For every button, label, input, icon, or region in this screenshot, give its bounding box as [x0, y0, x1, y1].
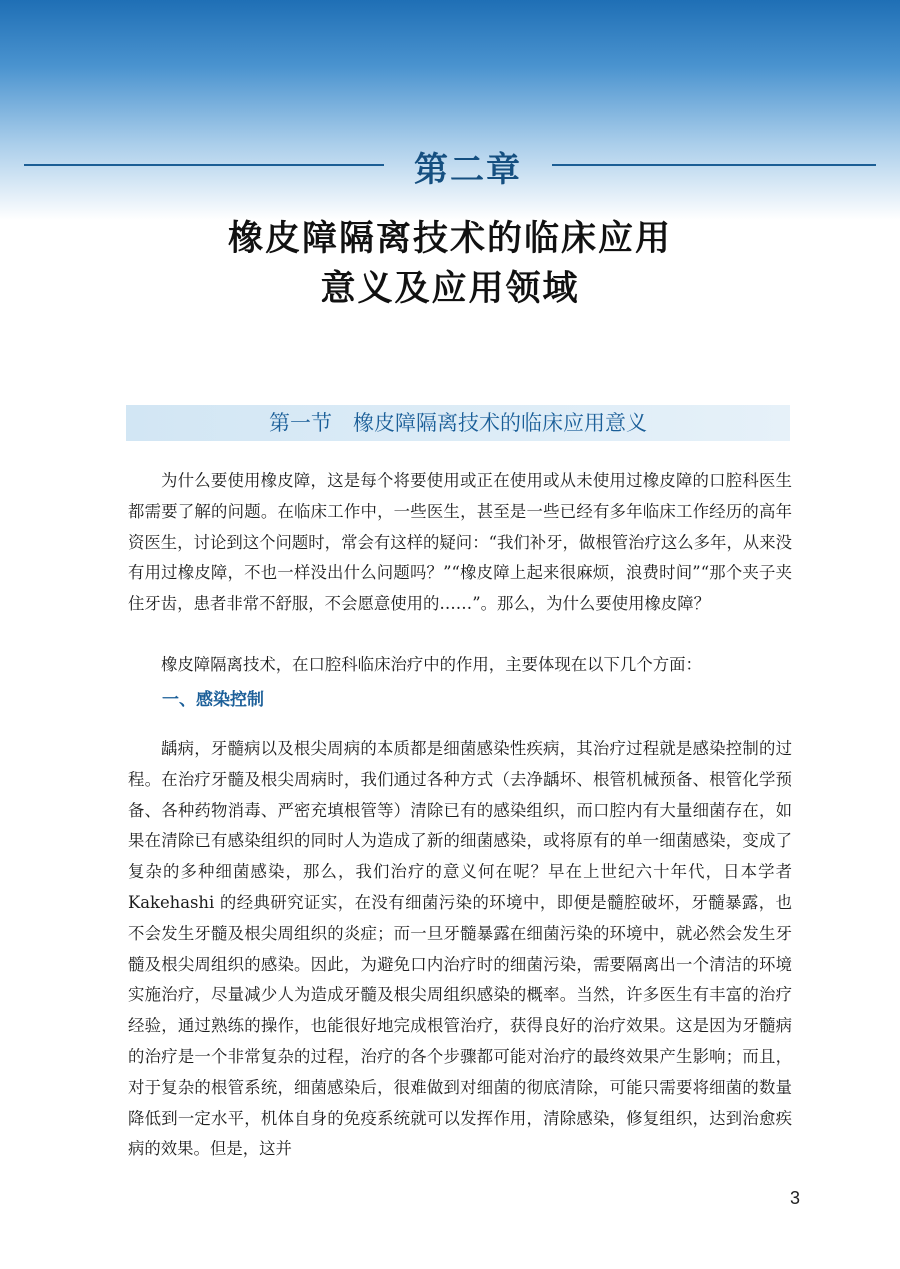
page-number: 3	[789, 1188, 800, 1208]
chapter-title	[0, 214, 900, 314]
subheading-infection-control: 一、感染控制	[162, 690, 264, 710]
chapter-title-line-2: 意义及应用领域	[320, 269, 580, 309]
chapter-title-line-1: 橡皮障隔离技术的临床应用	[227, 219, 672, 259]
body-paragraph-1: 为什么要使用橡皮障，这是每个将要使用或正在使用或从未使用过橡皮障的口腔科医生都需要了解的问题。在临床工作中，一些医生，甚至是一些已经有多年临床工作经历的高年资医生，讨论到这个问题时，常会有这样的疑问：“我们补牙，做根管治疗这么多年，从来没有用过橡皮障，不也一样没出什么问题吗？”“橡皮障上起来很麻烦，浪费时间”“那个夹子夹住牙齿，患者非常不舒服，不会愿意使用的……”。那么，为什么要使用橡皮障？	[128, 471, 793, 614]
chapter-label: 第二章	[414, 150, 522, 190]
body-paragraph-3: 龋病，牙髓病以及根尖周病的本质都是细菌感染性疾病，其治疗过程就是感染控制的过程。在治疗牙髓及根尖周病时，我们通过各种方式（去净龋坏、根管机械预备、根管化学预备、各种药物消毒、严密充填根管等）清除已有的感染组织，而口腔内有大量细菌存在，如果在清除已有感染组织的同时人为造成了新的细菌感染，或将原有的单一细菌感染，变成了复杂的多种细菌感染，那么，我们治疗的意义何在呢？早在上世纪六十年代，日本学者 Kakehashi 的经典研究证实，在没有细菌污染的环境中，即便是髓腔破坏，牙髓暴露，也不会发生牙髓及根尖周组织的炎症；而一旦牙髓暴露在细菌污染的环境中，就必然会发生牙髓及根尖周组织的感染。因此，为避免口内治疗时的细菌污染，需要隔离出一个清洁的环境实施治疗，尽量减少人为造成牙髓及根尖周组织感染的概率。当然，许多医生有丰富的治疗经验，通过熟练的操作，也能很好地完成根管治疗，获得良好的治疗效果。这是因为牙髓病的治疗是一个非常复杂的过程，治疗的各个步骤都可能对治疗的最终效果产生影响；而且，对于复杂的根管系统，细菌感染后，很难做到对细菌的彻底清除，可能只需要将细菌的数量降低到一定水平，机体自身的免疫系统就可以发挥作用，清除感染，修复组织，达到治愈疾病的效果。但是，这并	[128, 739, 792, 1159]
chapter-header	[0, 140, 900, 190]
body-paragraph-2: 橡皮障隔离技术，在口腔科临床治疗中的作用，主要体现在以下几个方面：	[161, 655, 702, 674]
section-heading-bar	[126, 405, 790, 441]
section-heading: 第一节 橡皮障隔离技术的临床应用意义	[269, 411, 647, 435]
chapter-rule-right	[552, 164, 876, 166]
chapter-rule-left	[24, 164, 384, 166]
